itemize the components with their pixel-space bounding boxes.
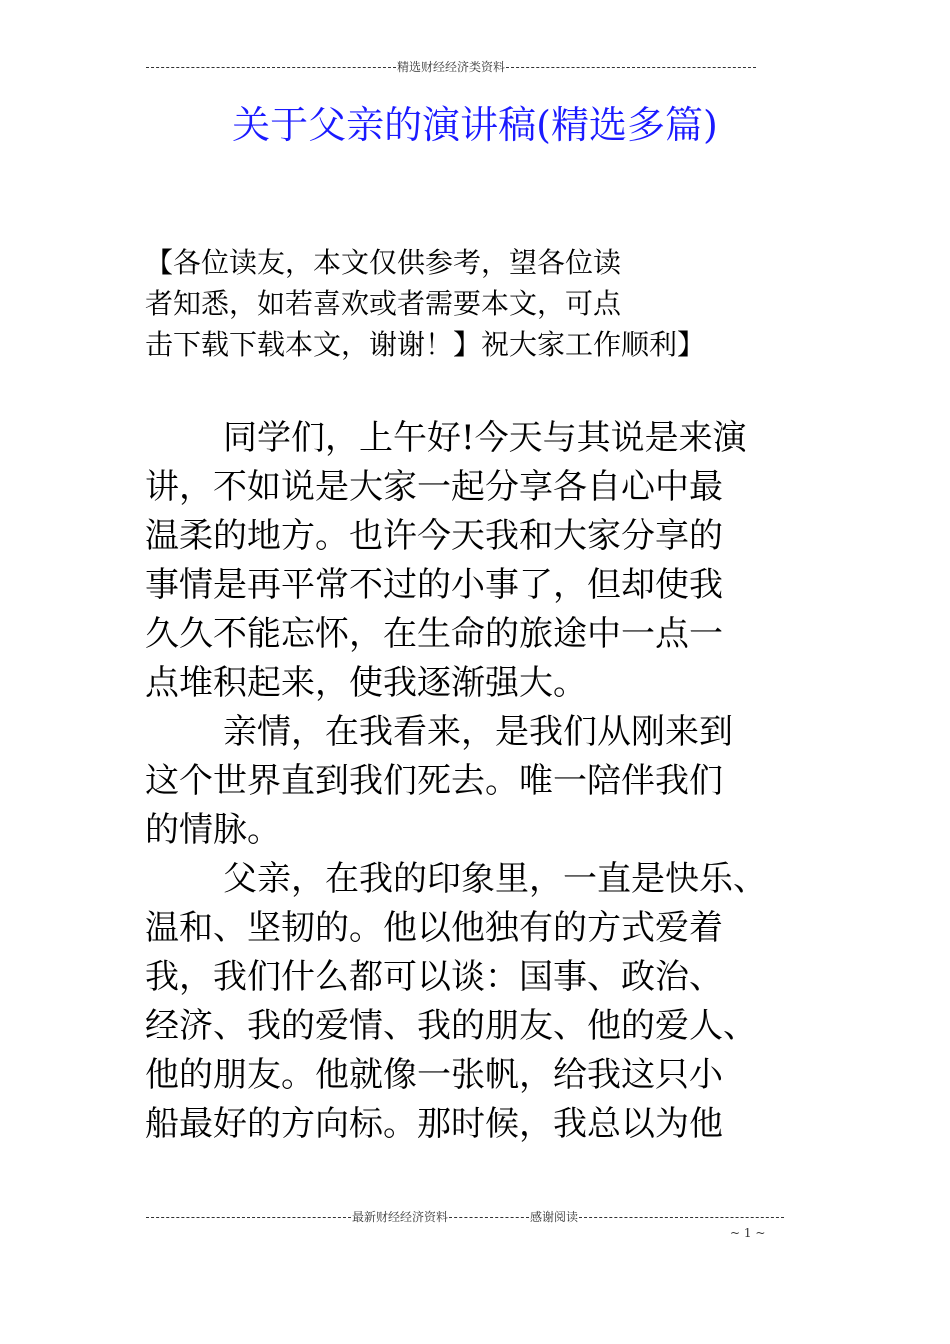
header-text: 精选财经经济类资料 xyxy=(397,60,506,74)
footer-dash-middle xyxy=(449,1217,529,1218)
body-line: 亲情，在我看来，是我们从刚来到 xyxy=(223,712,733,752)
footer-dash-right xyxy=(579,1217,784,1218)
speech-body xyxy=(145,414,815,1149)
body-line: 这个世界直到我们死去。唯一陪伴我们 xyxy=(145,761,723,801)
notice-line: 【各位读友，本文仅供参考，望各位读 xyxy=(145,246,622,279)
body-line: 点堆积起来，使我逐渐强大。 xyxy=(145,663,587,703)
document-title: 关于父亲的演讲稿(精选多篇) xyxy=(232,103,718,147)
page-number: ~ 1 ~ xyxy=(730,1226,766,1240)
page-footer xyxy=(145,1210,785,1224)
body-line: 父亲，在我的印象里，一直是快乐、 xyxy=(223,859,767,899)
header-dash-left xyxy=(146,67,396,68)
notice-line: 击下载下载本文，谢谢！】祝大家工作顺利】 xyxy=(145,328,706,361)
body-line: 同学们，上午好!今天与其说是来演 xyxy=(223,418,747,458)
footer-dash-left xyxy=(146,1217,351,1218)
body-line: 的情脉。 xyxy=(145,810,281,850)
body-line: 船最好的方向标。那时候，我总以为他 xyxy=(145,1104,723,1144)
reader-notice xyxy=(145,242,785,365)
footer-right-text: 感谢阅读 xyxy=(530,1210,579,1224)
body-line: 温和、坚韧的。他以他独有的方式爱着 xyxy=(145,908,723,948)
body-line: 久久不能忘怀，在生命的旅途中一点一 xyxy=(145,614,723,654)
body-line: 讲，不如说是大家一起分享各自心中最 xyxy=(145,467,723,507)
footer-left-text: 最新财经经济资料 xyxy=(351,1210,448,1224)
body-line: 经济、我的爱情、我的朋友、他的爱人、 xyxy=(145,1006,757,1046)
notice-line: 者知悉，如若喜欢或者需要本文，可点 xyxy=(145,287,622,320)
page-header xyxy=(145,60,757,74)
body-line: 温柔的地方。也许今天我和大家分享的 xyxy=(145,516,723,556)
body-line: 他的朋友。他就像一张帆，给我这只小 xyxy=(145,1055,723,1095)
body-line: 事情是再平常不过的小事了，但却使我 xyxy=(145,565,723,605)
header-dash-right xyxy=(506,67,756,68)
body-line: 我，我们什么都可以谈：国事、政治、 xyxy=(145,957,723,997)
